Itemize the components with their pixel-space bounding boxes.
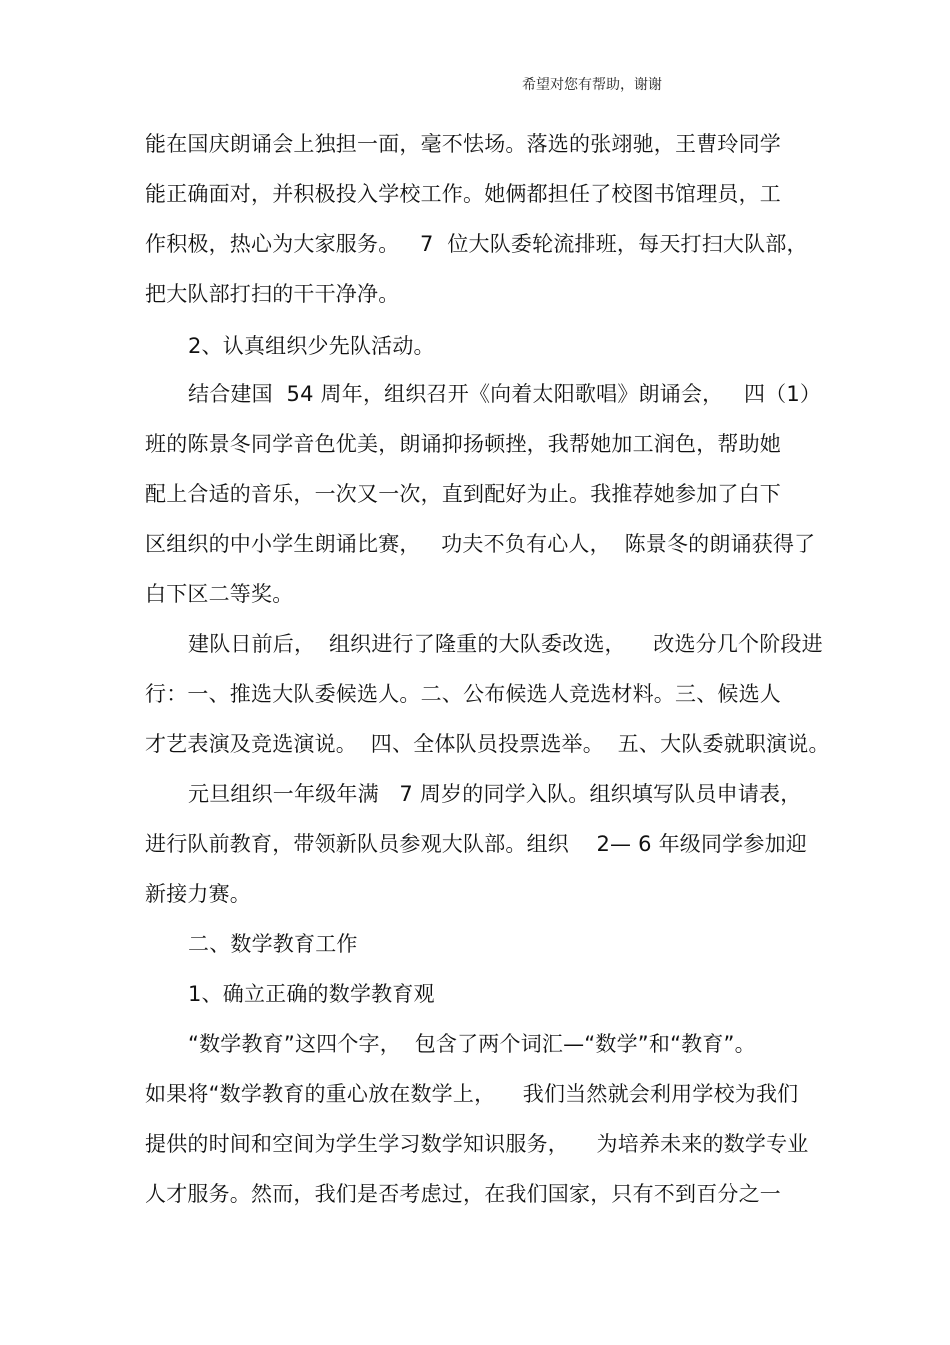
text-line: 作积极，热心为大家服务。 7 位大队委轮流排班，每天打扫大队部， — [145, 232, 808, 256]
text-line: 区组织的中小学生朗诵比赛， 功夫不负有心人， 陈景冬的朗诵获得了 — [145, 532, 816, 556]
text-line: 人才服务。然而，我们是否考虑过，在我们国家，只有不到百分之一 — [145, 1182, 781, 1206]
text-line: 提供的时间和空间为学生学习数学知识服务， 为培养未来的数学专业 — [145, 1132, 809, 1156]
text-line: 把大队部打扫的干干净净。 — [145, 282, 400, 306]
text-line: 建队日前后， 组织进行了隆重的大队委改选， 改选分几个阶段进 — [188, 632, 823, 656]
section-heading: 二、数学教育工作 — [188, 932, 358, 956]
text-line: 班的陈景冬同学音色优美，朗诵抑扬顿挫，我帮她加工润色，帮助她 — [145, 432, 781, 456]
text-line: 白下区二等奖。 — [145, 582, 294, 606]
text-line: 行：一、推选大队委候选人。二、公布候选人竞选材料。三、候选人 — [145, 682, 781, 706]
text-line: 能正确面对，并积极投入学校工作。她俩都担任了校图书馆理员，工 — [145, 182, 781, 206]
page-header: 希望对您有帮助，谢谢 — [522, 77, 662, 93]
text-line: 进行队前教育，带领新队员参观大队部。组织 2— 6 年级同学参加迎 — [145, 832, 807, 856]
text-line: 如果将“数学教育的重心放在数学上， 我们当然就会利用学校为我们 — [145, 1082, 799, 1106]
text-line: 才艺表演及竞选演说。 四、全体队员投票选举。 五、大队委就职演说。 — [145, 732, 830, 756]
section-heading: 2、认真组织少先队活动。 — [188, 334, 435, 358]
text-line: 元旦组织一年级年满 7 周岁的同学入队。组织填写队员申请表， — [188, 782, 802, 806]
text-line: 结合建国 54 周年，组织召开《向着太阳歌唱》朗诵会， 四（1） — [188, 382, 822, 406]
subsection-heading: 1、确立正确的数学教育观 — [188, 982, 435, 1006]
text-line: 能在国庆朗诵会上独担一面，毫不怯场。落选的张翊驰，王曹玲同学 — [145, 132, 781, 156]
text-line: 新接力赛。 — [145, 882, 251, 906]
text-line: “数学教育”这四个字， 包含了两个词汇—“数学”和“教育”。 — [188, 1032, 756, 1056]
text-line: 配上合适的音乐，一次又一次，直到配好为止。我推荐她参加了白下 — [145, 482, 781, 506]
